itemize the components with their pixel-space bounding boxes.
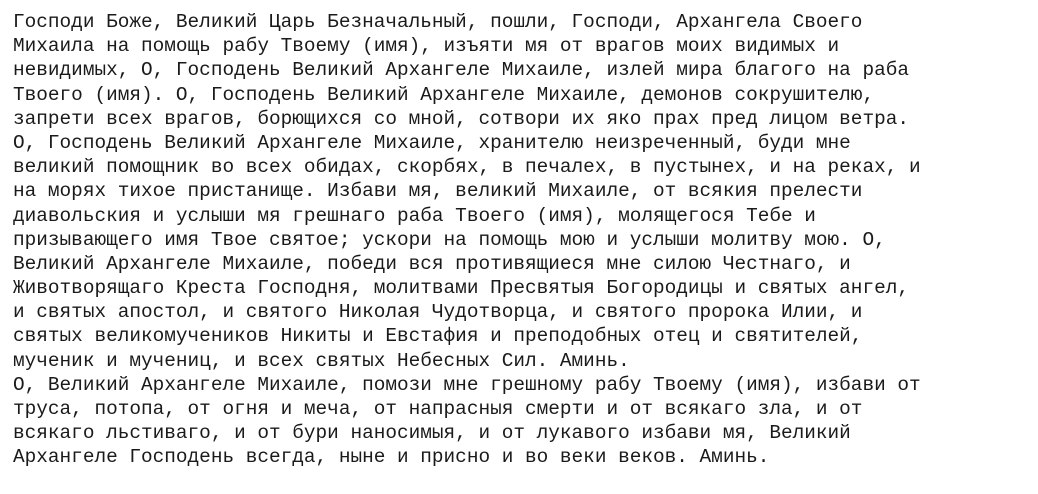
text-line: всякаго льстиваго, и от бури наносимыя, и от лукавого избави мя, Великий: [13, 422, 851, 445]
text-line: Твоего (имя). О, Господень Великий Архангеле Михаиле, демонов сокрушителю,: [13, 83, 875, 106]
text-line: великий помощник во всех обидах, скорбях, в печалех, в пустынех, и на реках, и: [13, 156, 921, 179]
text-line: и святых апостол, и святого Николая Чудотворца, и святого пророка Илии, и: [13, 301, 863, 324]
prayer-text: [13, 10, 1035, 470]
text-line: диавольския и услыши мя грешнаго раба Твоего (имя), молящегося Тебе и: [13, 204, 816, 227]
text-line: невидимых, О, Господень Великий Архангеле Михаиле, излей мира благого на раба: [13, 59, 909, 82]
text-line: мученик и мучениц, и всех святых Небесных Сил. Аминь.: [13, 349, 630, 372]
text-line: Михаила на помощь рабу Твоему (имя), изъяти мя от врагов моих видимых и: [13, 35, 840, 58]
text-line: О, Великий Архангеле Михаиле, помози мне грешному рабу Твоему (имя), избави от: [13, 373, 921, 396]
text-line: Великий Архангеле Михаиле, победи вся противящиеся мне силою Честнаго, и: [13, 252, 851, 275]
text-line: Животворящаго Креста Господня, молитвами Пресвятыя Богородицы и святых ангел,: [13, 277, 909, 300]
text-line: Господи Боже, Великий Царь Безначальный, пошли, Господи, Архангела Своего: [13, 11, 863, 33]
text-line: призывающего имя Твое святое; ускори на помощь мою и услыши молитву мою. О,: [13, 228, 886, 251]
text-line: О, Господень Великий Архангеле Михаиле, хранителю неизреченный, буди мне: [13, 131, 851, 154]
text-line: Архангеле Господень всегда, ныне и присно и во веки веков. Аминь.: [13, 446, 770, 469]
text-line: святых великомучеников Никиты и Евстафия и преподобных отец и святителей,: [13, 325, 863, 348]
text-line: запрети всех врагов, борющихся со мной, сотвори их яко прах пред лицом ветра.: [13, 107, 909, 130]
text-line: труса, потопа, от огня и меча, от напрасныя смерти и от всякаго зла, и от: [13, 398, 863, 420]
text-line: на морях тихое пристанище. Избави мя, великий Михаиле, от всякия прелести: [13, 180, 863, 203]
